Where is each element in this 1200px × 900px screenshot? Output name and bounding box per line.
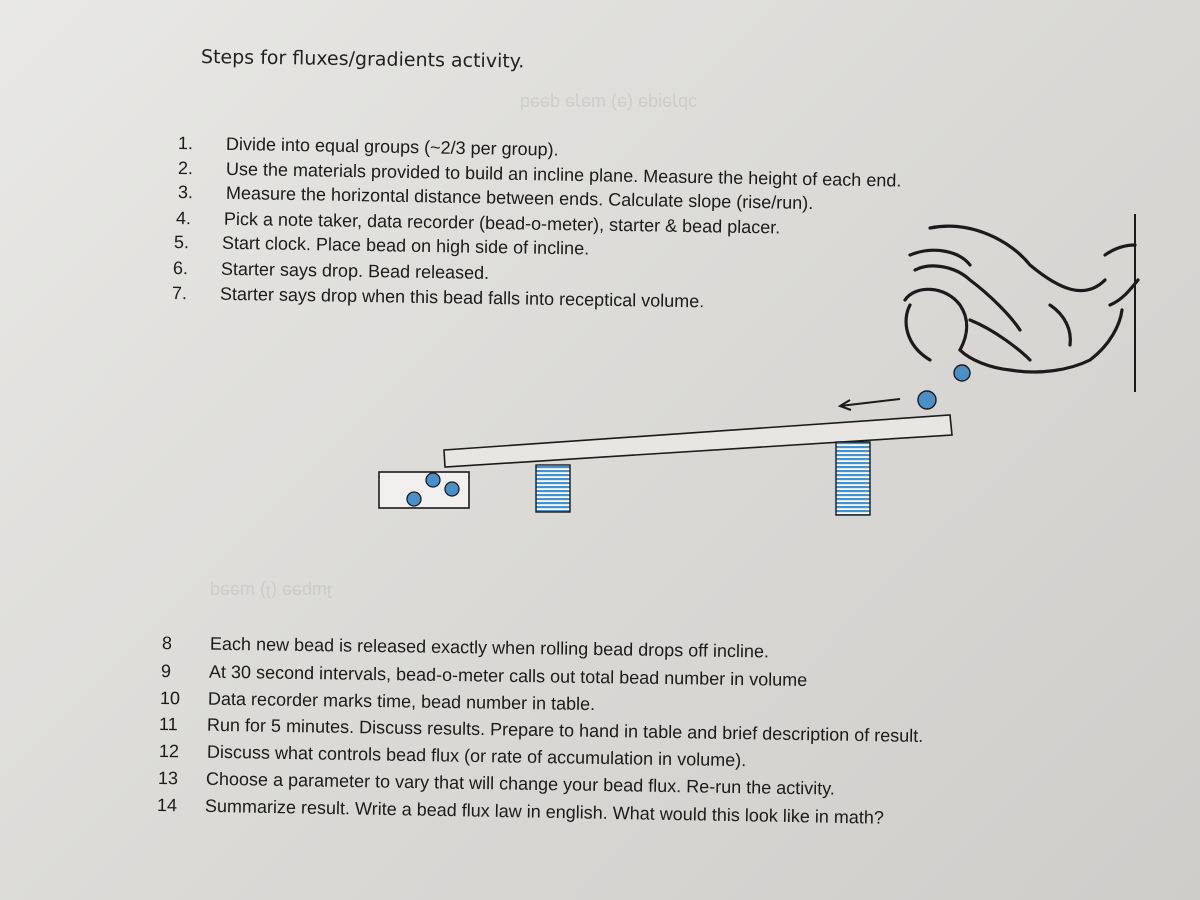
step-number: 5. <box>173 232 190 253</box>
step-text: Start clock. Place bead on high side of incline. <box>221 232 590 259</box>
step-number: 6. <box>172 258 189 279</box>
step-text: Data recorder marks time, bead number in table. <box>207 688 596 715</box>
step-item <box>178 133 559 161</box>
step-number: 9 <box>160 661 172 682</box>
hand-icon <box>905 226 1138 372</box>
tall-support <box>836 442 870 515</box>
step-number: 8 <box>161 633 173 654</box>
step-number: 4. <box>175 208 192 229</box>
held-bead <box>954 365 970 381</box>
step-item <box>157 795 884 829</box>
step-number: 7. <box>171 283 188 304</box>
step-number: 3. <box>177 182 194 203</box>
collected-bead <box>426 473 440 487</box>
rolling-bead <box>918 391 936 409</box>
step-item <box>158 768 835 800</box>
incline-plane <box>444 415 952 467</box>
step-text: At 30 second intervals, bead-o-meter calls out total bead number in volume <box>208 661 808 691</box>
step-number: 14 <box>156 795 178 816</box>
bleed-through-text: ɔbɿɘᴉqɘ (ɘ) ɯɘɿɘ qɘɘd <box>520 93 698 113</box>
collected-bead <box>407 492 421 506</box>
bleed-through-text: ʇɯpɘɘ (ʇ) ɯɘɘq <box>210 581 333 601</box>
step-text: Each new bead is released exactly when rolling bead drops off incline. <box>209 633 770 662</box>
step-text: Starter says drop. Bead released. <box>220 258 490 283</box>
step-item <box>160 688 595 715</box>
step-number: 11 <box>158 714 178 735</box>
step-text: Choose a parameter to vary that will change your bead flux. Re-run the activity. <box>205 768 836 799</box>
step-text: Starter says drop when this bead falls into receptical volume. <box>219 283 705 312</box>
step-number: 13 <box>157 768 179 789</box>
step-text: Use the materials provided to build an incline plane. Measure the height of each end. <box>225 158 902 191</box>
step-item <box>161 661 808 691</box>
step-item <box>162 633 769 662</box>
step-text: Run for 5 minutes. Discuss results. Prepare to hand in table and brief description of result. <box>206 714 924 747</box>
page-title: Steps for fluxes/gradients activity. <box>200 46 525 73</box>
step-number: 2. <box>177 158 194 179</box>
step-text: Discuss what controls bead flux (or rate of accumulation in volume). <box>206 741 747 771</box>
incline-diagram <box>370 210 1150 530</box>
step-text: Divide into equal groups (~2/3 per group). <box>225 133 559 160</box>
step-text: Measure the horizontal distance between ends. Calculate slope (rise/run). <box>225 182 814 214</box>
collected-bead <box>445 482 459 496</box>
step-number: 12 <box>158 741 180 762</box>
step-text: Pick a note taker, data recorder (bead-o-meter), starter & bead placer. <box>223 208 781 238</box>
step-number: 1. <box>177 133 194 154</box>
short-support <box>536 465 570 512</box>
step-text: Summarize result. Write a bead flux law in english. What would this look like in math? <box>204 795 885 828</box>
step-item <box>159 741 747 771</box>
step-number: 10 <box>159 688 181 709</box>
